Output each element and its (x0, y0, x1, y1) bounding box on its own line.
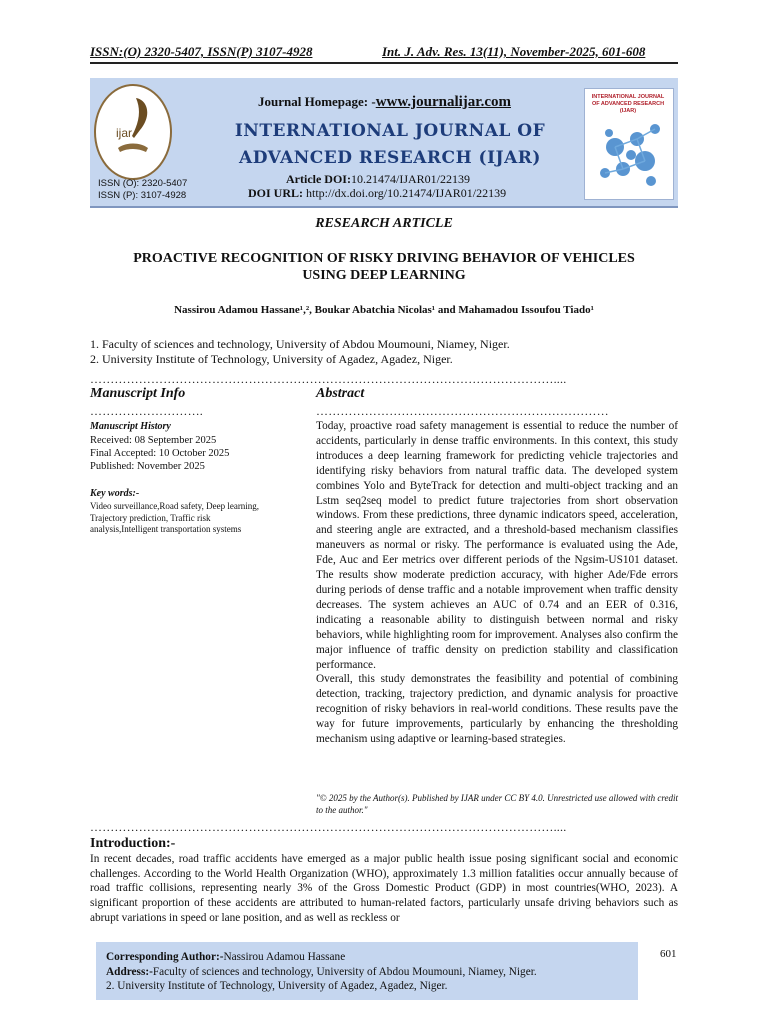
corr-label: Corresponding Author:- (106, 951, 224, 963)
journal-logo (94, 84, 172, 180)
keywords-list: Video surveillance,Road safety, Deep learning, Trajectory prediction, Traffic risk analysis,Intelligent transportation systems (90, 501, 260, 534)
logo-issn-online: ISSN (O): 2320-5407 (98, 178, 188, 189)
corr-name: Nassirou Adamou Hassane (223, 951, 346, 963)
journal-title-line1: INTERNATIONAL JOURNAL OF (234, 121, 546, 141)
keywords-heading: Key words:- (90, 488, 140, 499)
affiliation-2: 2. University Institute of Technology, University of Agadez, Agadez, Niger. (90, 352, 453, 366)
homepage-label: Journal Homepage: - (258, 94, 376, 109)
addr-line1: Faculty of sciences and technology, University of Abdou Moumouni, Niamey, Niger. (152, 965, 537, 978)
address-line (106, 965, 537, 980)
abstract-paragraph-1: Today, proactive road safety management is essential to reduce the number of accidents, particularly in dense traffic environments. In this context, this study introduces a deep learning framework for predicting vehicle trajectories and identifying risky behaviors from natural traffic data. The developed system combines Yolo and ByteTrack for detection and multi-object tracking and an Lstm seq2seq model to predict future trajectories from short observation windows. From these predictions, three dynamic indicators speed, acceleration, and steering angle are extracted, and a threshold-based mechanism classifies maneuvers as normal or risky. The performance is evaluated using the Ade, Fde, Auc and Eer metrics over different periods of the Ngsim-US101 dataset. The results show moderate prediction accuracy, with higher Ade/Fde errors during periods of dense traffic and a notable improvement when traffic density decreases. The system achieves an AUC of 0.74 and an EER of 0.316, indicating a reasonable ability to distinguish between normal and risky behaviors, while highlighting room for improvement. Analyses also confirm the major influence of traffic density on prediction stability and classification performance. (316, 420, 678, 671)
quill-icon (96, 86, 170, 178)
cover-title: INTERNATIONAL JOURNAL OF ADVANCED RESEARCH (IJAR) (591, 94, 665, 114)
corresponding-author-line (106, 950, 537, 965)
journal-title (200, 118, 580, 172)
manuscript-info-heading: Manuscript Info (90, 386, 186, 401)
homepage-link[interactable]: www.journalijar.com (375, 94, 511, 110)
logo-text: ijar (116, 126, 133, 140)
dotted-separator: …………………………………………………………………………………………………….... (90, 372, 567, 386)
article-title (90, 250, 678, 284)
dotted-separator-2: …………………………………………………………………………………………………….... (90, 820, 567, 834)
abstract-body (316, 419, 678, 747)
accepted-date: Final Accepted: 10 October 2025 (90, 448, 230, 459)
running-header-citation: Int. J. Adv. Res. 13(11), November-2025, 601-608 (382, 44, 646, 59)
journal-title-line2: ADVANCED RESEARCH (IJAR) (239, 148, 541, 168)
corresponding-author (106, 950, 537, 994)
introduction-text: In recent decades, road traffic accidents have emerged as a major public health issue posing significant social and economic challenges. According to the World Health Organization (WHO), approximately 1.3 million fatalities occur annually because of road traffic collisions, representing nearly 3% of the Gross Domestic Product (GDP) in most countries(WHO, 2023). A significant proportion of these accidents are attributed to human-related factors, particularly unsafe driving behaviors such as abrupt variations in speed or lane position, and as well as reckless or (90, 853, 678, 924)
doi-url (248, 186, 506, 201)
article-doi (286, 172, 470, 187)
article-title-line1: PROACTIVE RECOGNITION OF RISKY DRIVING BEHAVIOR OF VEHICLES (133, 251, 635, 266)
manuscript-history-heading: Manuscript History (90, 421, 171, 432)
affiliation-1: 1. Faculty of sciences and technology, University of Abdou Moumouni, Niamey, Niger. (90, 337, 510, 351)
doi-url-link[interactable]: http://dx.doi.org/10.21474/IJAR01/22139 (306, 186, 507, 200)
running-header-issn: ISSN:(O) 2320-5407, ISSN(P) 3107-4928 (90, 44, 313, 59)
abstract-heading: Abstract (316, 386, 365, 401)
article-title-line2: USING DEEP LEARNING (302, 268, 466, 283)
doi-value: 10.21474/IJAR01/22139 (350, 172, 470, 186)
abstract-dots: ……………………………………………………………… (316, 404, 609, 418)
abstract-paragraph-2: Overall, this study demonstrates the feasibility and potential of combining detection, tracking, trajectory prediction, and dynamic analysis for proactive recognition of risky behaviors in real-world conditions. These results pave the way for future improvements, particularly by enhancing the thresholding mechanism using adaptive or learning-based strategies. (316, 673, 678, 746)
logo-issn-print: ISSN (P): 3107-4928 (98, 190, 187, 201)
address-line-2: 2. University Institute of Technology, University of Agadez, Agadez, Niger. (106, 980, 448, 992)
manuscript-dots: ………………………. (90, 404, 203, 418)
doi-label: Article DOI: (286, 172, 351, 186)
received-date: Received: 08 September 2025 (90, 435, 217, 446)
published-date: Published: November 2025 (90, 461, 205, 472)
manuscript-history (90, 434, 229, 473)
journal-homepage (258, 94, 511, 111)
page-number: 601 (660, 948, 677, 960)
header-rule (90, 62, 678, 64)
addr-label: Address:- (106, 965, 153, 978)
article-type: RESEARCH ARTICLE (315, 216, 453, 231)
introduction-heading: Introduction:- (90, 836, 176, 851)
license-note: "© 2025 by the Author(s). Published by IJAR under CC BY 4.0. Unrestricted use allowed with credit to the author." (316, 793, 678, 815)
authors: Nassirou Adamou Hassane¹,², Boukar Abatchia Nicolas¹ and Mahamadou Issoufou Tiado¹ (174, 304, 594, 316)
logo-issn (98, 178, 187, 202)
doi-url-label: DOI URL: (248, 186, 304, 200)
